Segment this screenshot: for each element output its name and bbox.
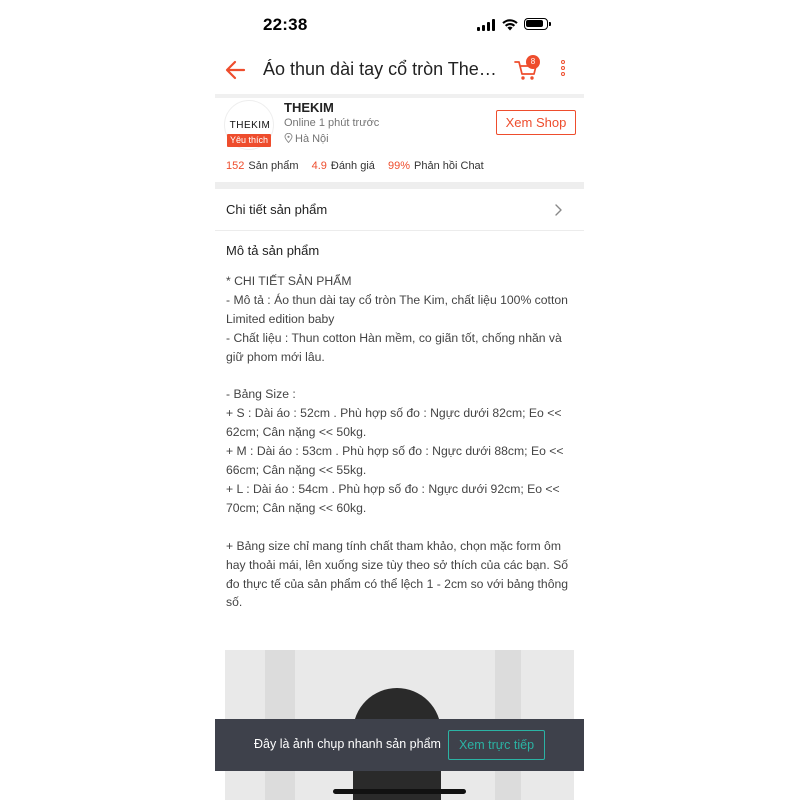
shop-card [215,98,584,182]
phone-screen [215,0,584,800]
product-details-label: Chi tiết sản phẩm [226,202,328,217]
cart-count-badge: 8 [526,55,540,69]
favorite-badge: Yêu thích [227,134,271,147]
rating-label: Đánh giá [330,160,375,172]
signal-icon [477,19,495,31]
wifi-icon [501,17,519,31]
back-arrow-icon[interactable] [223,56,249,84]
snapshot-bar [215,719,584,771]
shop-name: THEKIM [284,100,334,115]
page-title: Áo thun dài tay cổ tròn The… [263,59,497,79]
description-body: * CHI TIẾT SẢN PHẨM - Mô tả : Áo thun dài tay cổ tròn The Kim, chất liệu 100% cotton Limited edition baby - Chất liệu : Thun cotton Hàn mềm, co giãn tốt, chống nhăn và giữ phom mới lâu. - Bảng Size : + S : Dài áo : 52cm . Phù hợp số đo : Ngực dưới 82cm; Eo << 62cm; Cân nặng << 50kg. + M : Dài áo : 53cm . Phù hợp số đo : Ngực dưới 88cm; Eo << 66cm; Cân nặng << 55kg. + L : Dài áo : 54cm . Phù hợp số đo : Ngực dưới 92cm; Eo << 70cm; Cân nặng << 60kg. + Bảng size chỉ mang tính chất tham khảo, chọn mặc form ôm hay thoải mái, lên xuống size tùy theo sở thích của các bạn. Số đo thực tế của sản phẩm có thể lệch 1 - 2cm so với bảng thông số. [226,274,569,610]
product-details-row[interactable] [215,189,584,231]
section-divider [215,182,584,189]
shop-location-text: Hà Nội [295,133,329,145]
chat-response-label: Phản hồi Chat [414,160,484,172]
location-pin-icon [284,133,293,143]
rating-value: 4.9 [311,160,327,172]
chevron-right-icon [553,203,563,217]
view-live-button[interactable]: Xem trực tiếp [448,730,545,760]
more-vertical-icon[interactable] [558,60,568,82]
top-nav-bar [215,48,584,94]
products-label: Sản phẩm [248,160,299,172]
battery-icon [524,18,548,30]
products-count: 152 [226,160,245,172]
shop-stats [226,160,494,172]
home-indicator[interactable] [333,789,466,794]
shop-online-status: Online 1 phút trước [284,117,380,129]
shop-location [284,133,329,145]
description-title: Mô tả sản phẩm [226,243,320,258]
view-shop-button[interactable]: Xem Shop [496,110,576,135]
status-time: 22:38 [263,15,308,34]
shop-logo-text: THEKIM [229,120,271,131]
chat-response-value: 99% [387,160,411,172]
status-bar [215,0,584,48]
snapshot-notice: Đây là ảnh chụp nhanh sản phẩm [254,737,441,751]
